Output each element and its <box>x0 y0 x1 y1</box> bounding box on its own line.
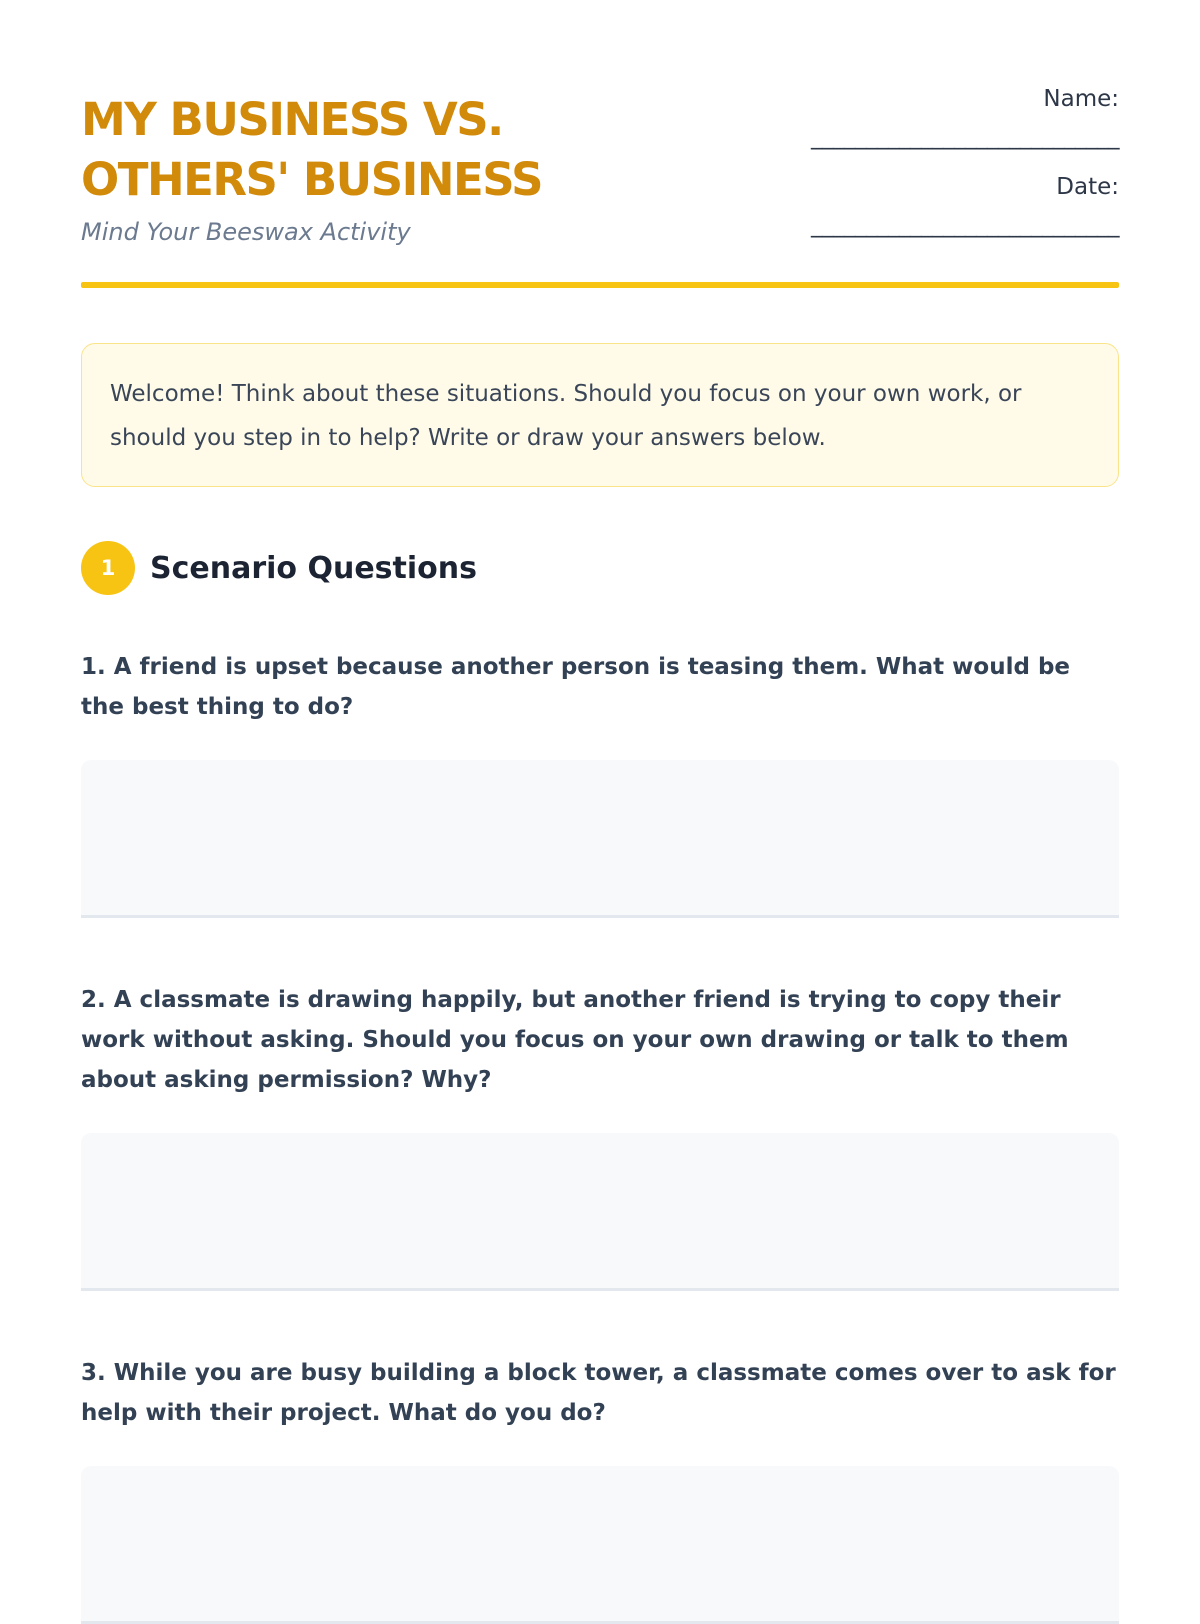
date-label: Date: <box>1056 174 1119 200</box>
name-field-line[interactable]: ____________________________ <box>811 124 1119 150</box>
worksheet-subtitle: Mind Your Beeswax Activity <box>81 218 411 246</box>
student-info <box>739 82 1119 258</box>
section-heading <box>81 541 1119 595</box>
answer-box-3[interactable] <box>81 1466 1119 1624</box>
question-3: 3. While you are busy building a block tower, a classmate comes over to ask for help with their project. What do you do? <box>81 1360 1116 1426</box>
name-label: Name: <box>1043 86 1119 112</box>
date-field-line[interactable]: ____________________________ <box>811 212 1119 238</box>
answer-box-2[interactable] <box>81 1133 1119 1291</box>
header-divider <box>81 282 1119 288</box>
title-line-2: OTHERS' BUSINESS <box>81 153 543 206</box>
section-number-badge: 1 <box>81 541 135 595</box>
section-title: Scenario Questions <box>150 550 477 586</box>
worksheet-header <box>81 0 1119 288</box>
title-line-1: MY BUSINESS VS. <box>81 93 503 146</box>
question-2: 2. A classmate is drawing happily, but another friend is trying to copy their work without asking. Should you focus on your own drawing or talk to them about asking permission? Why? <box>81 987 1069 1093</box>
answer-box-1[interactable] <box>81 760 1119 918</box>
welcome-callout: Welcome! Think about these situations. Should you focus on your own work, or should you step in to help? Write or draw your answers below. <box>81 343 1119 487</box>
worksheet-title <box>81 90 641 210</box>
question-1: 1. A friend is upset because another person is teasing them. What would be the best thing to do? <box>81 654 1071 720</box>
